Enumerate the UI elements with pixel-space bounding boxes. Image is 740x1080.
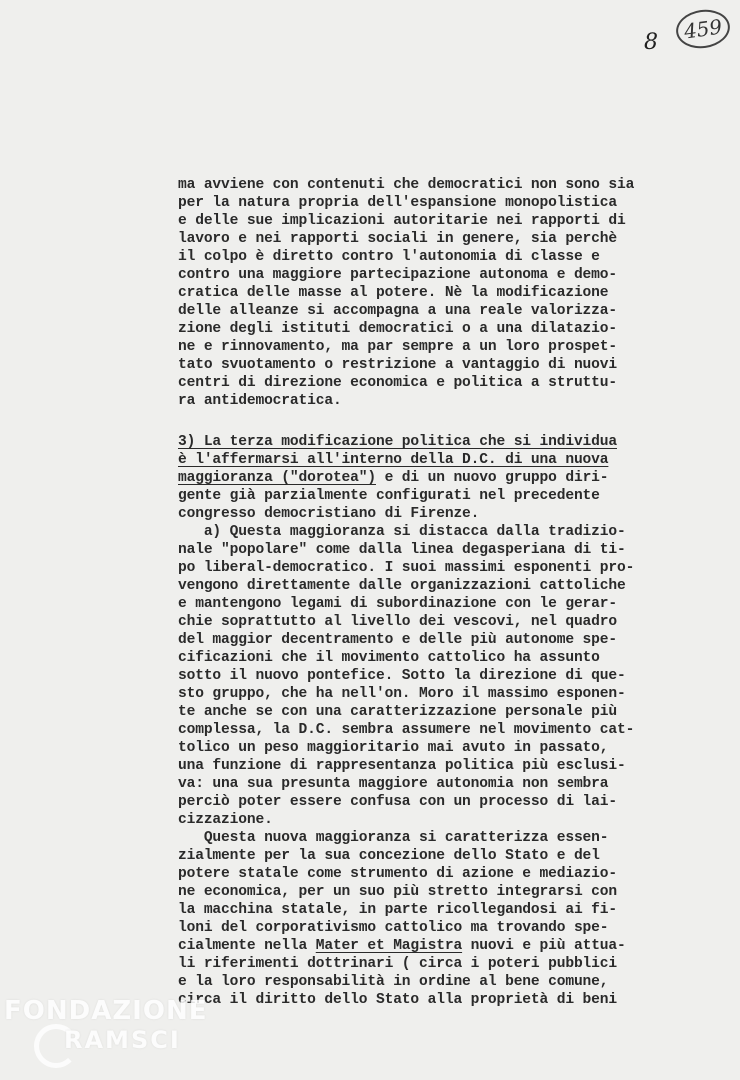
text-line: chie soprattutto al livello dei vescovi, nel quadro bbox=[178, 614, 617, 630]
section-heading-line: 3) La terza modificazione politica che si individua bbox=[178, 434, 617, 450]
watermark-line-2: RAMSCI bbox=[64, 1026, 181, 1054]
text-line: perciò poter essere confusa con un processo di lai- bbox=[178, 794, 617, 810]
text-line: del maggior decentramento e delle più autonome spe- bbox=[178, 632, 617, 648]
text-line: te anche se con una caratterizzazione personale più bbox=[178, 704, 617, 720]
fondazione-gramsci-watermark bbox=[4, 996, 224, 1076]
text-line: potere statale come strumento di azione e mediazio- bbox=[178, 866, 617, 882]
text-line: per la natura propria dell'espansione monopolistica bbox=[178, 195, 617, 211]
text-line bbox=[178, 937, 658, 955]
text-line: una funzione di rappresentanza politica più esclusi- bbox=[178, 758, 626, 774]
watermark-line-1: FONDAZIONE bbox=[4, 996, 208, 1026]
text-line: ne e rinnovamento, ma par sempre a un loro prospet- bbox=[178, 339, 617, 355]
text-line: congresso democristiano di Firenze. bbox=[178, 506, 480, 522]
text-line: ne economica, per un suo più stretto integrarsi con bbox=[178, 884, 617, 900]
page-number: 8 bbox=[644, 30, 658, 55]
archive-stamp: 459 bbox=[674, 6, 733, 51]
text-line: tolico un peso maggioritario mai avuto in passato, bbox=[178, 740, 609, 756]
text-line: zione degli istituti democratici o a una dilatazio- bbox=[178, 321, 617, 337]
text-line: ra antidemocratica. bbox=[178, 393, 342, 409]
text-line: sotto il nuovo pontefice. Sotto la direzione di que- bbox=[178, 668, 626, 684]
text-line: e delle sue implicazioni autoritarie nei rapporti di bbox=[178, 213, 626, 229]
text-line: circa il diritto dello Stato alla proprietà di beni bbox=[178, 992, 617, 1008]
text-line: ma avviene con contenuti che democratici non sono sia bbox=[178, 177, 635, 193]
text-line: complessa, la D.C. sembra assumere nel movimento cat- bbox=[178, 722, 635, 738]
text-line: e mantengono legami di subordinazione con le gerar- bbox=[178, 596, 617, 612]
dorotea-underlined: maggioranza ("dorotea") bbox=[178, 470, 376, 486]
text-line: gente già parzialmente configurati nel precedente bbox=[178, 488, 600, 504]
heading-continuation: e di un nuovo gruppo diri- bbox=[375, 470, 609, 486]
text-line: loni del corporativismo cattolico ma trovando spe- bbox=[178, 920, 609, 936]
section-heading-line bbox=[178, 469, 658, 487]
text-line: zialmente per la sua concezione dello Stato e del bbox=[178, 848, 600, 864]
text-line: contro una maggiore partecipazione autonoma e demo- bbox=[178, 267, 617, 283]
text-line: Questa nuova maggioranza si caratterizza essen- bbox=[178, 830, 609, 846]
mater-suffix: nuovi e più attua- bbox=[462, 938, 626, 954]
text-line: cificazioni che il movimento cattolico ha assunto bbox=[178, 650, 600, 666]
text-line: e la loro responsabilità in ordine al bene comune, bbox=[178, 974, 609, 990]
text-line: va: una sua presunta maggiore autonomia non sembra bbox=[178, 776, 609, 792]
paragraph-gap bbox=[178, 410, 658, 433]
text-line: la macchina statale, in parte ricollegandosi ai fi- bbox=[178, 902, 617, 918]
text-line: delle alleanze si accompagna a una reale valorizza- bbox=[178, 303, 617, 319]
text-line: cratica delle masse al potere. Nè la modificazione bbox=[178, 285, 609, 301]
text-line: sto gruppo, che ha nell'on. Moro il massimo esponen- bbox=[178, 686, 626, 702]
text-line: vengono direttamente dalle organizzazioni cattoliche bbox=[178, 578, 626, 594]
text-line: po liberal-democratico. I suoi massimi esponenti pro- bbox=[178, 560, 635, 576]
text-line: tato svuotamento o restrizione a vantaggio di nuovi bbox=[178, 357, 617, 373]
mater-prefix: cialmente nella bbox=[178, 938, 316, 954]
body-text bbox=[178, 176, 658, 1009]
text-line: a) Questa maggioranza si distacca dalla tradizio- bbox=[178, 524, 626, 540]
mater-et-magistra-underlined: Mater et Magistra bbox=[315, 938, 463, 954]
text-line: cizzazione. bbox=[178, 812, 273, 828]
text-line: nale "popolare" come dalla linea degasperiana di ti- bbox=[178, 542, 626, 558]
text-line: centri di direzione economica e politica a struttu- bbox=[178, 375, 617, 391]
section-heading-line: è l'affermarsi all'interno della D.C. di una nuova bbox=[178, 452, 609, 468]
text-line: lavoro e nei rapporti sociali in genere, sia perchè bbox=[178, 231, 617, 247]
text-line: li riferimenti dottrinari ( circa i poteri pubblici bbox=[178, 956, 617, 972]
text-line: il colpo è diretto contro l'autonomia di classe e bbox=[178, 249, 600, 265]
